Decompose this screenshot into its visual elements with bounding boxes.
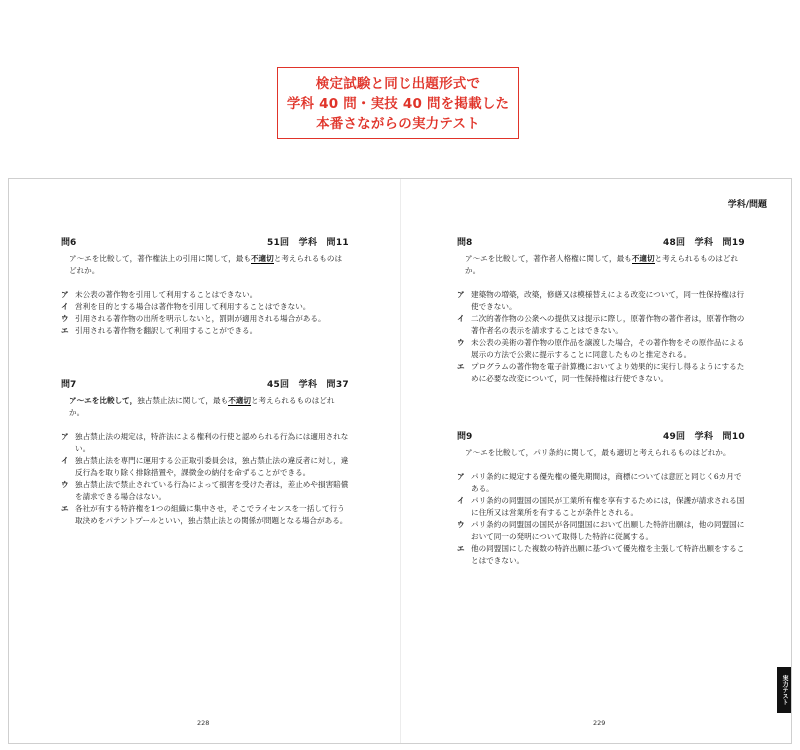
question-prompt — [61, 253, 349, 277]
option-label: ウ — [61, 480, 69, 489]
option-item — [457, 361, 745, 385]
option-text: 独占禁止法で禁止されている行為によって損害を受けた者は，差止めや損害賠償を請求できる場合はない。 — [75, 480, 349, 501]
question-number: 問6 — [61, 238, 77, 248]
option-item — [61, 479, 349, 503]
prompt-lead: ア～エを比較して，著作者人格権に関して，最も — [465, 254, 632, 263]
option-label: イ — [61, 302, 69, 311]
banner-line-3: 本番さながらの実力テスト — [316, 116, 480, 132]
option-text: 営利を目的とする場合は著作物を引用して利用することはできない。 — [75, 302, 311, 311]
option-label: エ — [457, 362, 465, 371]
option-text: 未公表の著作物を引用して利用することはできない。 — [75, 290, 258, 299]
option-item — [61, 431, 349, 455]
option-item — [457, 471, 745, 495]
question-block — [61, 237, 349, 337]
option-item — [457, 519, 745, 543]
page-gutter — [400, 179, 401, 743]
option-item — [61, 313, 349, 325]
question-block — [457, 431, 745, 567]
option-text: パリ条約に規定する優先権の優先期間は，商標については意匠と同じく6カ月である。 — [471, 472, 742, 493]
option-text: 独占禁止法を専門に運用する公正取引委員会は，独占禁止法の違反者に対し，違反行為を取り除く排除措置や，課徴金の納付を命ずることができる。 — [75, 456, 349, 477]
option-label: エ — [457, 544, 465, 553]
question-source: 49回 学科 問10 — [662, 432, 745, 442]
prompt-lead: ア～エを比較して，著作権法上の引用に関して，最も — [69, 254, 251, 263]
option-text: 二次的著作物の公衆への提供又は提示に際し，原著作物の著作者は，原著作物の著作者名の表示を請求することはできない。 — [471, 314, 745, 335]
option-item — [61, 301, 349, 313]
question-number: 問7 — [61, 380, 77, 390]
prompt-tail: と考えられるものはどれか。 — [465, 254, 739, 275]
option-label: イ — [457, 314, 465, 323]
option-text: パリ条約の同盟国の国民が工業所有権を享有するためには，保護が請求される国に住所又は営業所を有することが条件とされる。 — [471, 496, 745, 517]
prompt-emphasis: 不適切 — [228, 396, 251, 405]
prompt-emphasis: 不適切 — [631, 254, 655, 263]
section-tab: 実力テスト — [777, 667, 791, 713]
option-item — [457, 289, 745, 313]
option-text: 各社が有する特許権を1つの組織に集中させ，そこでライセンスを一括して行う取決めをパテントプールといい，独占禁止法との関係が問題となる場合がある。 — [75, 504, 348, 525]
question-prompt — [61, 395, 349, 419]
question-number: 問8 — [457, 238, 473, 248]
option-item — [457, 337, 745, 361]
option-label: ウ — [457, 338, 465, 347]
page-number-right: 229 — [593, 719, 606, 727]
banner-line-2: 学科 40 問・実技 40 問を掲載した — [286, 96, 510, 112]
option-text: 引用される著作物を翻訳して利用することができる。 — [75, 326, 258, 335]
option-label: ア — [61, 290, 69, 299]
question-block — [457, 237, 745, 385]
prompt-emphasis: 不適切 — [250, 254, 274, 263]
option-item — [61, 503, 349, 527]
question-source: 45回 学科 問37 — [266, 380, 349, 390]
option-text: 建築物の増築，改築，修繕又は模様替えによる改変について，同一性保持権は行使できない。 — [471, 290, 745, 311]
question-source: 51回 学科 問11 — [266, 238, 349, 248]
question-source: 48回 学科 問19 — [662, 238, 745, 248]
option-item — [457, 543, 745, 567]
option-item — [61, 325, 349, 337]
option-item — [457, 313, 745, 337]
prompt-lead: 独占禁止法に関して，最も — [137, 396, 229, 405]
option-text: 引用される著作物の出所を明示しないと，罰則が適用される場合がある。 — [75, 314, 326, 323]
option-item — [457, 495, 745, 519]
option-label: ア — [457, 472, 465, 481]
option-label: ウ — [61, 314, 69, 323]
prompt-pre: ア～エを比較して， — [69, 396, 138, 405]
option-label: ア — [61, 432, 69, 441]
option-item — [61, 289, 349, 301]
prompt-lead: ア～エを比較して，パリ条約に関して，最も適切と考えられるものはどれか。 — [465, 448, 731, 457]
option-text: パリ条約の同盟国の国民が各同盟国において出願した特許出願は，他の同盟国において同一の発明について取得した特許に従属する。 — [471, 520, 745, 541]
prompt-tail: と考えられるものはどれか。 — [69, 396, 335, 417]
prompt-tail: と考えられるものはどれか。 — [69, 254, 343, 275]
banner-line-1: 検定試験と同じ出題形式で — [315, 76, 481, 92]
option-label: ア — [457, 290, 465, 299]
option-item — [61, 455, 349, 479]
question-block — [61, 379, 349, 527]
question-prompt — [457, 447, 745, 459]
running-header: 学科/問題 — [727, 200, 767, 210]
question-number: 問9 — [457, 432, 473, 442]
book-spread — [8, 178, 792, 744]
promo-banner — [277, 67, 519, 139]
page-number-left: 228 — [197, 719, 210, 727]
option-text: 他の同盟国にした複数の特許出願に基づいて優先権を主張して特許出願をすることはできない。 — [471, 544, 745, 565]
option-text: 未公表の美術の著作物の原作品を譲渡した場合，その著作物をその原作品による展示の方法で公衆に提示することに同意したものと推定される。 — [471, 338, 745, 359]
option-label: イ — [61, 456, 69, 465]
question-prompt — [457, 253, 745, 277]
option-text: プログラムの著作物を電子計算機においてより効果的に実行し得るようにするために必要な改変について，同一性保持権は行使できない。 — [471, 362, 745, 383]
option-label: エ — [61, 504, 69, 513]
option-label: イ — [457, 496, 465, 505]
option-label: ウ — [457, 520, 465, 529]
option-text: 独占禁止法の規定は，特許法による権利の行使と認められる行為には適用されない。 — [75, 432, 349, 453]
option-label: エ — [61, 326, 69, 335]
